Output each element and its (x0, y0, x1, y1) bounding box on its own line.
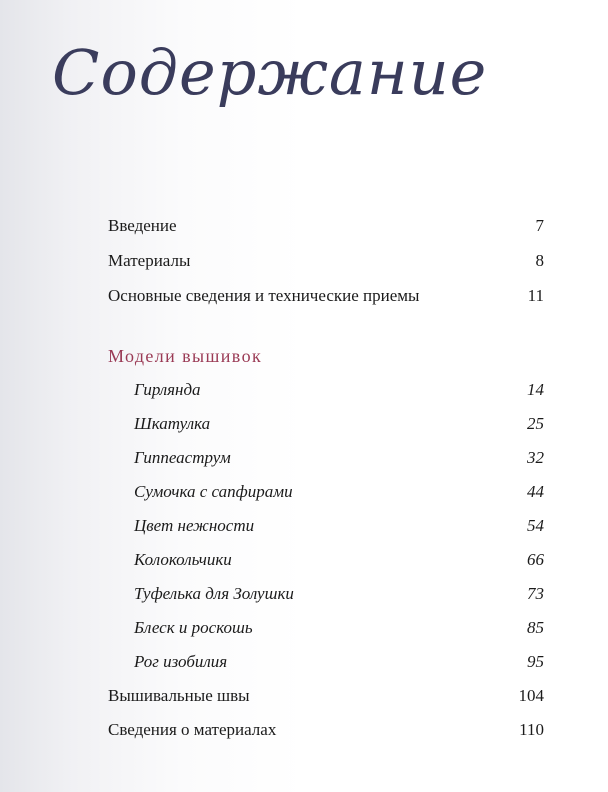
section-heading: Модели вышивок (108, 346, 263, 366)
toc-subentry[interactable] (134, 548, 544, 572)
toc-entry-page: 85 (527, 618, 544, 637)
toc-subentry[interactable] (134, 514, 544, 538)
toc-entry-page: 54 (527, 516, 544, 535)
toc-entry-stitches[interactable] (108, 684, 544, 708)
toc-subentry[interactable] (134, 446, 544, 470)
toc-subentry[interactable] (134, 616, 544, 640)
toc-entry-label: Основные сведения и технические приемы (108, 286, 420, 305)
toc-entry-label: Материалы (108, 251, 191, 270)
toc-entry-label: Сумочка с сапфирами (134, 482, 293, 501)
toc-entry-label: Блеск и роскошь (134, 618, 253, 637)
toc-entry-basics[interactable] (108, 284, 544, 308)
toc-entry-label: Сведения о материалах (108, 720, 277, 739)
toc-entry-material-info[interactable] (108, 718, 544, 742)
toc-entry-page: 73 (527, 584, 544, 603)
toc-entry-label: Введение (108, 216, 177, 235)
toc-entry-page: 7 (535, 216, 544, 235)
toc-entry-page: 104 (518, 686, 544, 705)
toc-entry-page: 25 (527, 414, 544, 433)
toc-entry-label: Колокольчики (134, 550, 232, 569)
toc-entry-label: Вышивальные швы (108, 686, 250, 705)
toc-entry-page: 44 (527, 482, 544, 501)
toc-entry-label: Шкатулка (134, 414, 211, 433)
toc-entry-label: Рог изобилия (134, 652, 228, 671)
toc-entry-label: Гирлянда (134, 380, 201, 399)
toc-entry-materials[interactable] (108, 249, 544, 273)
toc-entry-page: 8 (535, 251, 544, 270)
toc-entry-label: Туфелька для Золушки (134, 584, 294, 603)
toc-entry-label: Гиппеаструм (134, 448, 231, 467)
toc-entry-introduction[interactable] (108, 214, 544, 238)
toc-entry-label: Цвет нежности (134, 516, 255, 535)
toc-entry-page: 14 (527, 380, 544, 399)
toc-subentry[interactable] (134, 480, 544, 504)
toc-entry-page: 95 (527, 652, 544, 671)
toc-subentry[interactable] (134, 582, 544, 606)
toc-entry-page: 66 (527, 550, 544, 569)
page-title: Содержание (52, 36, 488, 109)
toc-entry-page: 32 (527, 448, 544, 467)
toc-entry-page: 11 (527, 286, 544, 305)
toc-subentry[interactable] (134, 412, 544, 436)
toc-entry-page: 110 (519, 720, 544, 739)
toc-subentry[interactable] (134, 650, 544, 674)
toc-subentry[interactable] (134, 378, 544, 402)
